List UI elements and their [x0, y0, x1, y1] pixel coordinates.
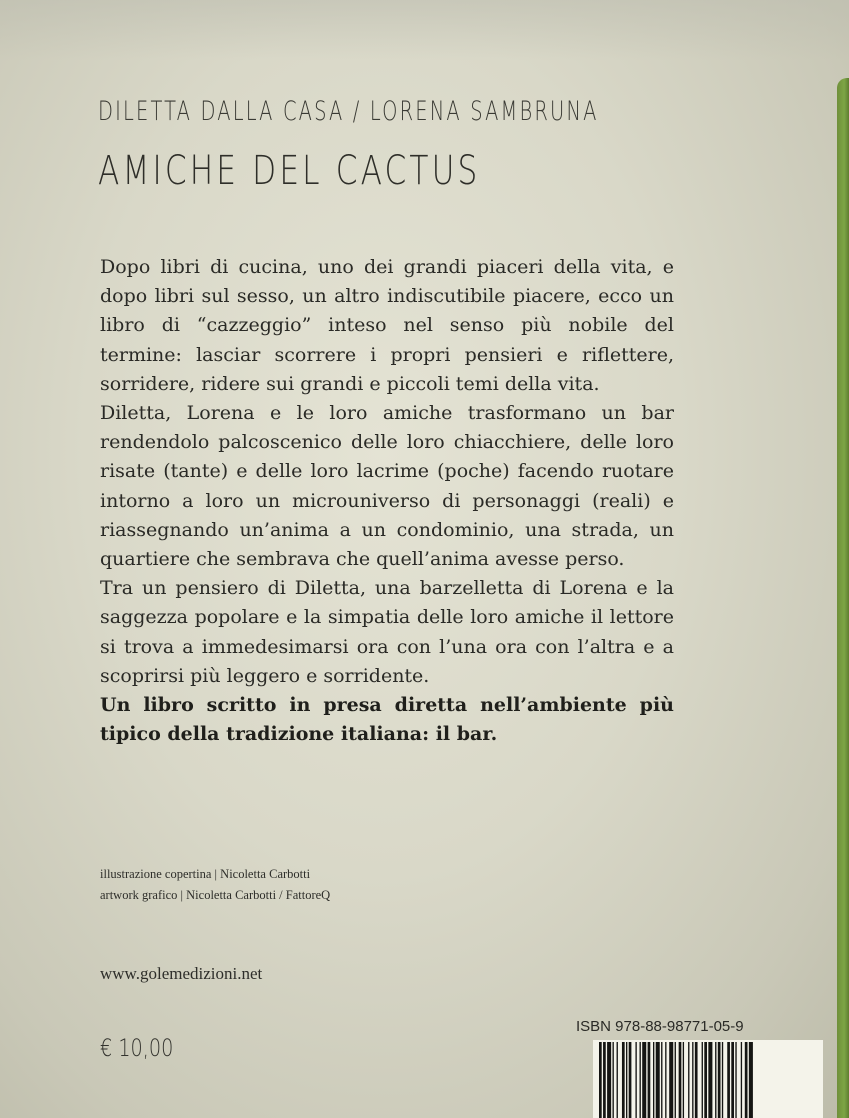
barcode-bar [727, 1042, 730, 1118]
barcode-bar [665, 1042, 666, 1118]
barcode-bar [656, 1042, 660, 1118]
barcode-bar [715, 1042, 716, 1118]
barcode-bar [599, 1042, 602, 1118]
barcode-bar [745, 1042, 748, 1118]
isbn-label: ISBN 978-88-98771-05-9 [576, 1018, 744, 1035]
barcode-bar [648, 1042, 651, 1118]
author-names: DILETTA DALLA CASA / LORENA SAMBRUNA [98, 96, 599, 127]
barcode-bar [695, 1042, 698, 1118]
barcode-bar [607, 1042, 611, 1118]
barcode-bar [722, 1042, 723, 1118]
credits [100, 864, 330, 906]
barcode-bar [688, 1042, 689, 1118]
barcode-bar [741, 1042, 742, 1118]
price-label: € 10,00 [100, 1034, 174, 1062]
barcode-bar [675, 1042, 676, 1118]
credit-artwork: artwork grafico | Nicoletta Carbotti / FattoreQ [100, 888, 331, 902]
barcode-bar [731, 1042, 734, 1118]
top-shadow [0, 0, 849, 60]
blurb-paragraph-1: Dopo libri di cucina, uno dei grandi piaceri della vita, e dopo libri sul sesso, un altro indiscutibile piacere, ecco un libro di “cazzeggio” inteso nel senso più nobile del termine: lasciar scorrere i propri pensieri e riflettere, sorridere, ridere sui grandi e piccoli temi della vita. [100, 256, 674, 395]
barcode-bar [704, 1042, 707, 1118]
barcode-bar [635, 1042, 636, 1118]
barcode-bar [702, 1042, 703, 1118]
barcode-bar [708, 1042, 712, 1118]
blurb-text [100, 253, 674, 749]
barcode-bar [718, 1042, 721, 1118]
blurb-closing: Un libro scritto in presa diretta nell’ambiente più tipico della tradizione italiana: il bar. [100, 694, 674, 746]
barcode-bar [669, 1042, 673, 1118]
barcode-bar [603, 1042, 606, 1118]
barcode-bar [735, 1042, 736, 1118]
barcode-icon [593, 1040, 823, 1118]
barcode-bar [617, 1042, 618, 1118]
barcode-bar [613, 1042, 614, 1118]
barcode-bar [692, 1042, 693, 1118]
green-spine-edge [837, 78, 849, 1118]
blurb-paragraph-3: Tra un pensiero di Diletta, una barzelletta di Lorena e la saggezza popolare e la simpatia delle loro amiche il lettore si trova a immedesimarsi ora con l’una ora con l’altra e a scoprirsi più leggero e sorridente. [100, 577, 674, 687]
barcode-bar [683, 1042, 684, 1118]
barcode-bar [626, 1042, 627, 1118]
barcode-bar [642, 1042, 646, 1118]
barcode-bar [629, 1042, 632, 1118]
barcode-bar [679, 1042, 682, 1118]
barcode-graphic [593, 1040, 823, 1118]
barcode-bar [640, 1042, 641, 1118]
blurb-paragraph-2: Diletta, Lorena e le loro amiche trasformano un bar rendendolo palcoscenico delle loro chiacchiere, delle loro risate (tante) e delle loro lacrime (poche) facendo ruotare intorno a loro un microuniverso di personaggi (reali) e riassegnando un’anima a un condominio, una strada, un quartiere che sembrava che quell’anima avesse perso. [100, 402, 674, 571]
barcode-bar [653, 1042, 654, 1118]
publisher-website: www.golemedizioni.net [100, 964, 263, 983]
barcode-bar [622, 1042, 625, 1118]
barcode-bar [661, 1042, 662, 1118]
credit-illustration: illustrazione copertina | Nicoletta Carbotti [100, 867, 311, 881]
barcode-bar [749, 1042, 753, 1118]
book-title: AMICHE DEL CACTUS [98, 148, 481, 194]
